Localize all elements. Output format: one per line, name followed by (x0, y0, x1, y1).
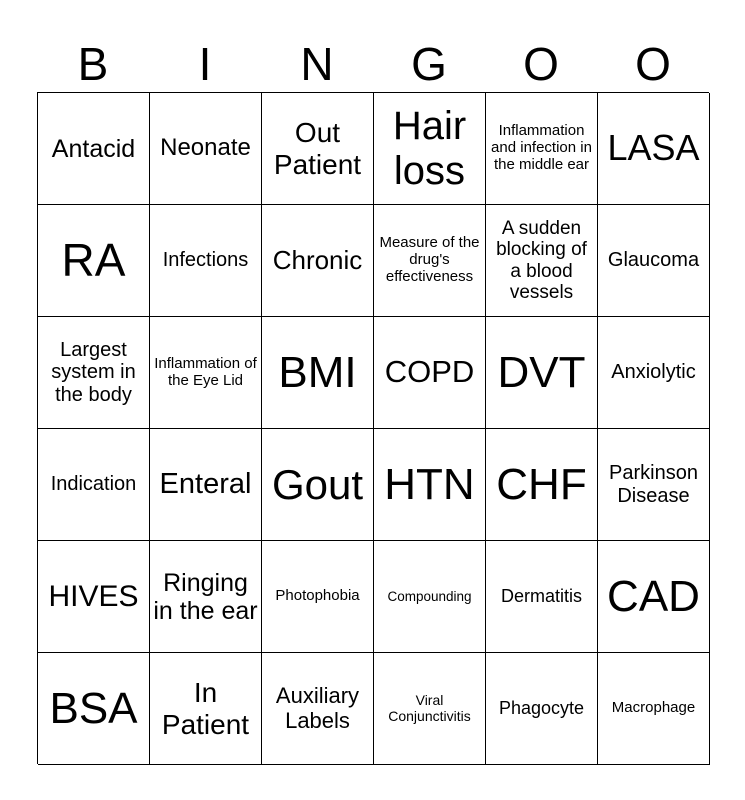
bingo-cell-r3-c2[interactable]: Inflammation of the Eye Lid (150, 317, 262, 429)
bingo-cell-r3-c4[interactable]: COPD (374, 317, 486, 429)
bingo-cell-r3-c3[interactable]: BMI (262, 317, 374, 429)
bingo-cell-r4-c4[interactable]: HTN (374, 429, 486, 541)
bingo-cell-r1-c4[interactable]: Hair loss (374, 93, 486, 205)
bingo-cell-r5-c3[interactable]: Photophobia (262, 541, 374, 653)
bingo-cell-r6-c1[interactable]: BSA (38, 653, 150, 765)
bingo-header (37, 36, 709, 92)
header-letter-i: I (198, 38, 212, 90)
bingo-cell-r5-c6[interactable]: CAD (598, 541, 710, 653)
bingo-cell-r4-c2[interactable]: Enteral (150, 429, 262, 541)
header-letter-b: B (77, 38, 109, 90)
bingo-cell-r3-c1[interactable]: Largest system in the body (38, 317, 150, 429)
bingo-cell-r2-c4[interactable]: Measure of the drug's effectiveness (374, 205, 486, 317)
header-letter-g: G (411, 38, 447, 90)
bingo-cell-r4-c1[interactable]: Indication (38, 429, 150, 541)
bingo-cell-r5-c2[interactable]: Ringing in the ear (150, 541, 262, 653)
bingo-cell-r6-c6[interactable]: Macrophage (598, 653, 710, 765)
bingo-cell-r2-c1[interactable]: RA (38, 205, 150, 317)
bingo-cell-r5-c1[interactable]: HIVES (38, 541, 150, 653)
bingo-cell-r5-c5[interactable]: Dermatitis (486, 541, 598, 653)
bingo-cell-r3-c6[interactable]: Anxiolytic (598, 317, 710, 429)
bingo-cell-r2-c5[interactable]: A sudden blocking of a blood vessels (486, 205, 598, 317)
header-letter-o-2: O (635, 38, 671, 90)
bingo-cell-r1-c3[interactable]: Out Patient (262, 93, 374, 205)
bingo-cell-r3-c5[interactable]: DVT (486, 317, 598, 429)
bingo-cell-r6-c3[interactable]: Auxiliary Labels (262, 653, 374, 765)
header-letter-o: O (523, 38, 559, 90)
bingo-cell-r6-c4[interactable]: Viral Conjunctivitis (374, 653, 486, 765)
bingo-cell-r1-c2[interactable]: Neonate (150, 93, 262, 205)
bingo-cell-r2-c3[interactable]: Chronic (262, 205, 374, 317)
bingo-cell-r1-c6[interactable]: LASA (598, 93, 710, 205)
bingo-board (37, 92, 709, 764)
header-letter-n: N (300, 38, 334, 90)
bingo-cell-r5-c4[interactable]: Compounding (374, 541, 486, 653)
bingo-cell-r2-c2[interactable]: Infections (150, 205, 262, 317)
bingo-cell-r6-c2[interactable]: In Patient (150, 653, 262, 765)
bingo-cell-r4-c5[interactable]: CHF (486, 429, 598, 541)
bingo-cell-r4-c3[interactable]: Gout (262, 429, 374, 541)
bingo-cell-r4-c6[interactable]: Parkinson Disease (598, 429, 710, 541)
bingo-cell-r1-c1[interactable]: Antacid (38, 93, 150, 205)
bingo-cell-r1-c5[interactable]: Inflammation and infection in the middle ear (486, 93, 598, 205)
bingo-cell-r6-c5[interactable]: Phagocyte (486, 653, 598, 765)
bingo-cell-r2-c6[interactable]: Glaucoma (598, 205, 710, 317)
